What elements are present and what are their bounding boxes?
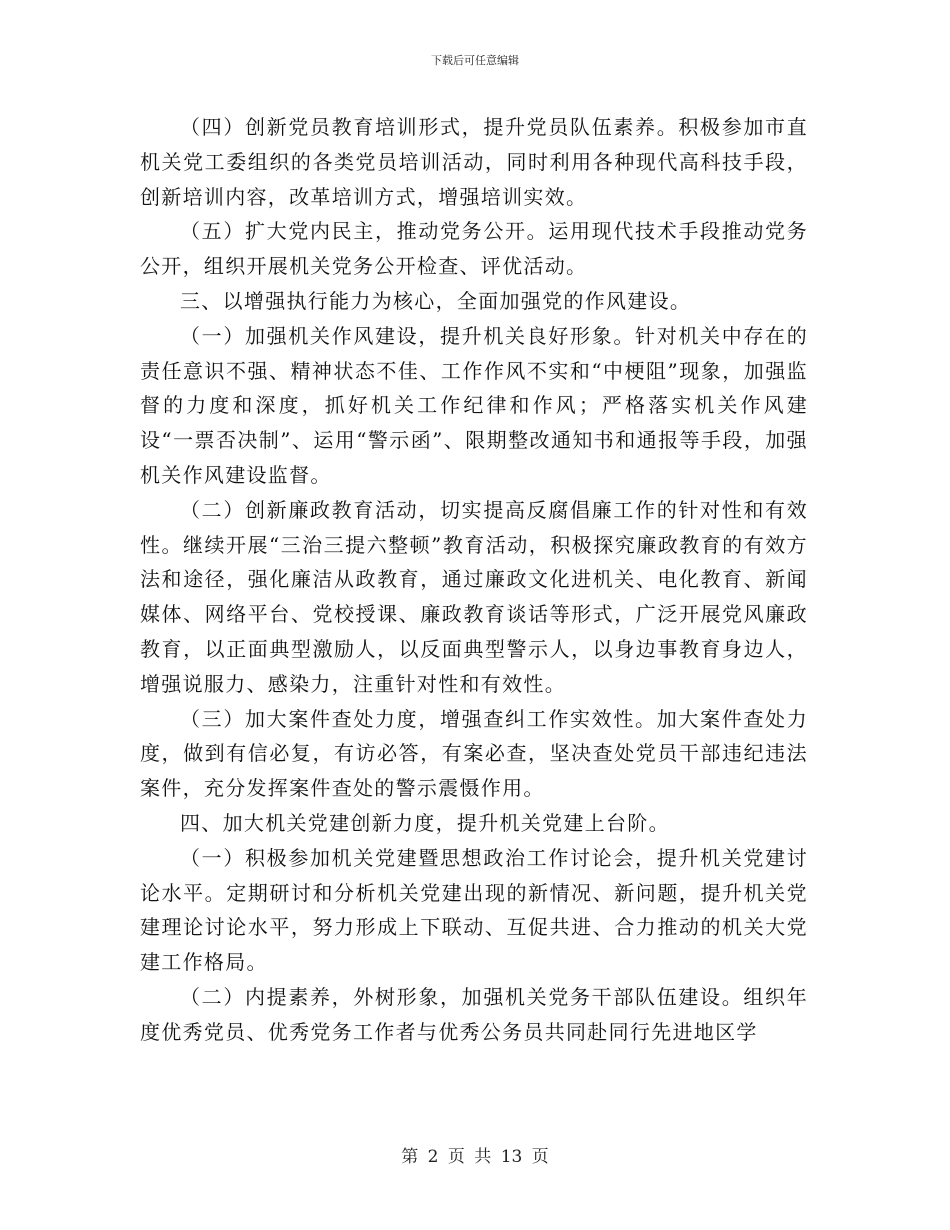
page-number: 第 2 页 共 13 页 bbox=[401, 1147, 549, 1167]
section-heading-3: 三、以增强执行能力为核心，全面加强党的作风建设。 bbox=[180, 288, 692, 313]
section-heading-4: 四、加大机关党建创新力度，提升机关党建上台阶。 bbox=[180, 810, 670, 835]
paragraph-5: （三）加大案件查处力度，增强查纠工作实效性。加大案件查处力度，做到有信必复，有访必答，有案必查，坚决查处党员干部违纪违法案件，充分发挥案件查处的警示震慑作用。 bbox=[140, 706, 808, 801]
document-body bbox=[140, 110, 808, 1050]
paragraph-1: （四）创新党员教育培训形式，提升党员队伍素养。积极参加市直机关党工委组织的各类党员培训活动，同时利用各种现代高科技手段，创新培训内容，改革培训方式，增强培训实效。 bbox=[140, 115, 808, 209]
paragraph-2: （五）扩大党内民主，推动党务公开。运用现代技术手段推动党务公开，组织开展机关党务公开检查、评优活动。 bbox=[140, 219, 808, 279]
paragraph-3: （一）加强机关作风建设，提升机关良好形象。针对机关中存在的责任意识不强、精神状态不佳、工作作风不实和“中梗阻”现象，加强监督的力度和深度，抓好机关工作纪律和作风；严格落实机关作风建设“一票否决制”、运用“警示函”、限期整改通知书和通报等手段，加强机关作风建设监督。 bbox=[140, 323, 808, 487]
paragraph-7: （二）内提素养，外树形象，加强机关党务干部队伍建设。组织年度优秀党员、优秀党务工作者与优秀公务员共同赴同行先进地区学 bbox=[140, 984, 808, 1044]
page-header: 下载后可任意编辑 bbox=[431, 54, 519, 67]
paragraph-6: （一）积极参加机关党建暨思想政治工作讨论会，提升机关党建讨论水平。定期研讨和分析机关党建出现的新情况、新问题，提升机关党建理论讨论水平，努力形成上下联动、互促共进、合力推动的机关大党建工作格局。 bbox=[140, 845, 808, 975]
paragraph-4: （二）创新廉政教育活动，切实提高反腐倡廉工作的针对性和有效性。继续开展“三治三提六整顿”教育活动，积极探究廉政教育的有效方法和途径，强化廉洁从政教育，通过廉政文化进机关、电化教育、新闻媒体、网络平台、党校授课、廉政教育谈话等形式，广泛开展党风廉政教育，以正面典型激励人，以反面典型警示人，以身边事教育身边人，增强说服力、感染力，注重针对性和有效性。 bbox=[140, 497, 808, 696]
